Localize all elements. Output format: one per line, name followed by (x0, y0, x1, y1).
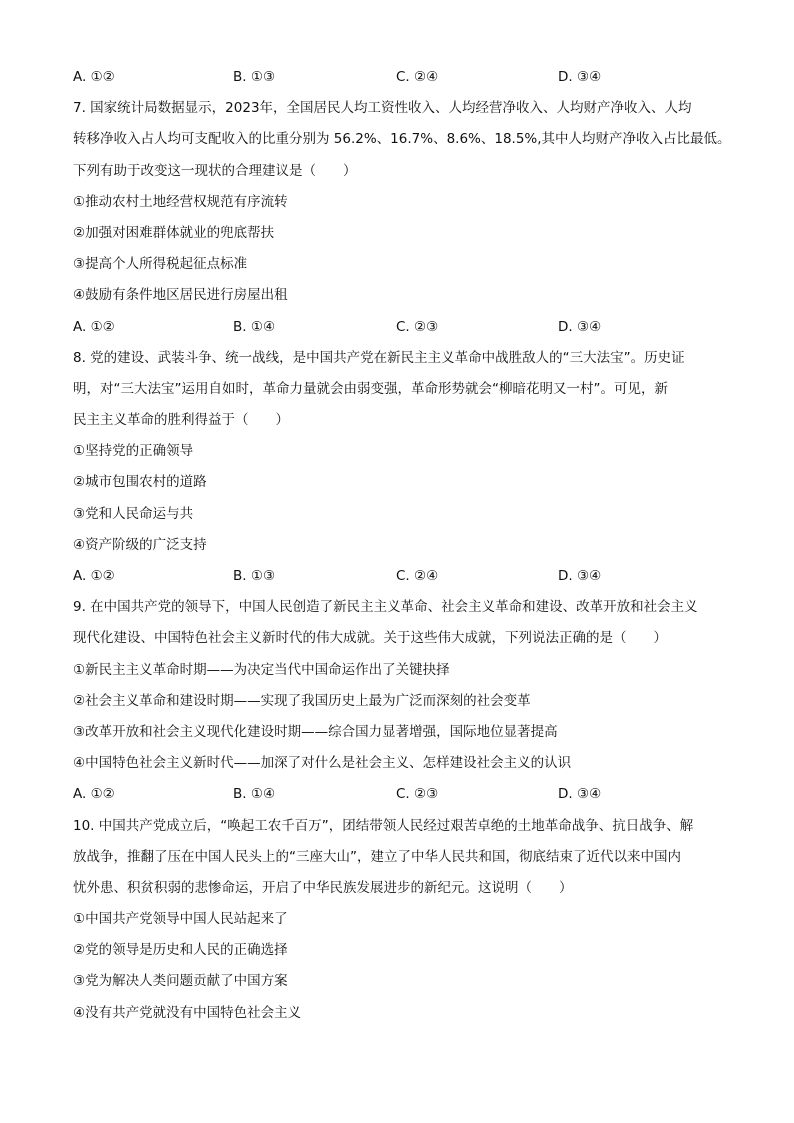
q9-option-a: A. ①② (73, 786, 115, 803)
q7-option-a: A. ①② (73, 318, 115, 335)
q10-item-1: ①中国共产党领导中国人民站起来了 (73, 911, 288, 928)
q9-option-c: C. ②③ (396, 786, 439, 803)
q7-option-d: D. ③④ (558, 318, 602, 335)
q8-option-a: A. ①② (73, 568, 115, 584)
q8-stem-line-1: 8. 党的建设、武装斗争、统一战线，是中国共产党在新民主主义革命中战胜敌人的“三大法宝”。历史证 (73, 349, 685, 366)
q9-options (73, 779, 733, 810)
q8-item-4: ④资产阶级的广泛支持 (73, 536, 207, 553)
q8-item-1: ①坚持党的正确领导 (73, 443, 194, 460)
q9-item-2: ②社会主义革命和建设时期——实现了我国历史上最为广泛而深刻的社会变革 (73, 692, 531, 709)
q6-option-c: C. ②④ (396, 69, 439, 85)
q8-option-b: B. ①③ (233, 568, 276, 584)
q10-stem-line-2: 放战争，推翻了压在中国人民头上的“三座大山”，建立了中华人民共和国，彻底结束了近代以来中国内 (73, 848, 681, 865)
q7-item-2: ②加强对困难群体就业的兜底帮扶 (73, 224, 275, 241)
q9-option-d: D. ③④ (558, 786, 602, 803)
q7-item-1: ①推动农村土地经营权规范有序流转 (73, 193, 288, 210)
exam-page (73, 62, 733, 1029)
q6-option-a: A. ①② (73, 69, 115, 85)
q9-stem-line-1: 9. 在中国共产党的领导下，中国人民创造了新民主主义革命、社会主义革命和建设、改革开放和社会主义 (73, 599, 698, 616)
q9-item-4: ④中国特色社会主义新时代——加深了对什么是社会主义、怎样建设社会主义的认识 (73, 755, 572, 772)
q6-options (73, 62, 733, 93)
q9-item-1: ①新民主主义革命时期——为决定当代中国命运作出了关键抉择 (73, 661, 450, 678)
q8-option-c: C. ②④ (396, 568, 439, 584)
q10-item-2: ②党的领导是历史和人民的正确选择 (73, 942, 288, 959)
q10-item-4: ④没有共产党就没有中国特色社会主义 (73, 1004, 302, 1021)
q7-item-3: ③提高个人所得税起征点标准 (73, 256, 248, 273)
q9-stem-line-2: 现代化建设、中国特色社会主义新时代的伟大成就。关于这些伟大成就，下列说法正确的是（ ） (73, 630, 667, 647)
q7-item-4: ④鼓励有条件地区居民进行房屋出租 (73, 287, 288, 304)
q8-stem-line-2: 明，对“三大法宝”运用自如时，革命力量就会由弱变强，革命形势就会“柳暗花明又一村”。可见，新 (73, 380, 668, 397)
q9-option-b: B. ①④ (233, 786, 276, 803)
q7-option-b: B. ①④ (233, 318, 276, 335)
q9-item-3: ③改革开放和社会主义现代化建设时期——综合国力显著增强，国际地位显著提高 (73, 723, 558, 740)
q10-stem-line-1: 10. 中国共产党成立后，“唤起工农千百万”，团结带领人民经过艰苦卓绝的土地革命战争、抗日战争、解 (73, 817, 694, 834)
q7-stem-line-2: 转移净收入占人均可支配收入的比重分别为 56.2%、16.7%、8.6%、18.5%,其中人均财产净收入占比最低。 (73, 131, 731, 148)
q7-stem-line-3: 下列有助于改变这一现状的合理建议是（ ） (73, 162, 357, 179)
q8-stem-line-3: 民主主义革命的胜利得益于（ ） (73, 412, 289, 429)
q8-option-d: D. ③④ (558, 568, 602, 584)
q8-item-3: ③党和人民命运与共 (73, 505, 194, 522)
q7-option-c: C. ②③ (396, 318, 439, 335)
q6-option-d: D. ③④ (558, 69, 602, 85)
q7-stem-line-1: 7. 国家统计局数据显示，2023年，全国居民人均工资性收入、人均经营净收入、人均财产净收入、人均 (73, 100, 692, 117)
q10-item-3: ③党为解决人类问题贡献了中国方案 (73, 973, 288, 990)
q8-item-2: ②城市包围农村的道路 (73, 474, 207, 491)
q6-option-b: B. ①③ (233, 69, 276, 85)
q7-options (73, 312, 733, 343)
q8-options (73, 561, 733, 592)
q10-stem-line-3: 忧外患、积贫积弱的悲惨命运，开启了中华民族发展进步的新纪元。这说明（ ） (73, 879, 573, 896)
